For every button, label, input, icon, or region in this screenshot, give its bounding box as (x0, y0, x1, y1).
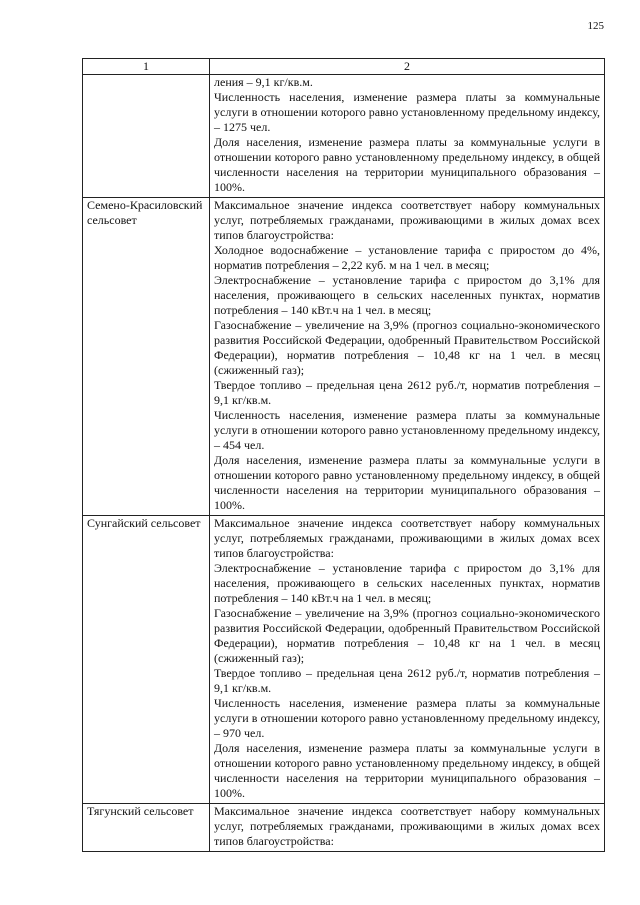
paragraph: Численность населения, изменение размера платы за коммунальные услуги в отношении которого равно установленному предельному индексу, – 1275 чел. (214, 90, 600, 134)
column-header-2: 2 (210, 59, 605, 75)
paragraph: Максимальное значение индекса соответствует набору коммунальных услуг, потребляемых гражданами, проживающими в жилых домах всех типов благоустройства: (214, 804, 600, 848)
paragraph: Численность населения, изменение размера платы за коммунальные услуги в отношении которого равно установленному предельному индексу, – 970 чел. (214, 696, 600, 740)
paragraph: Доля населения, изменение размера платы за коммунальные услуги в отношении которого равно установленному предельному индексу, в общей численности населения на территории муниципального образования – 100%. (214, 453, 600, 512)
paragraph: Электроснабжение – установление тарифа с приростом до 3,1% для населения, проживающего в сельских населенных пунктах, норматив потребления – 140 кВт.ч на 1 чел. в месяц; (214, 561, 600, 605)
paragraph: Доля населения, изменение размера платы за коммунальные услуги в отношении которого равно установленному предельному индексу, в общей численности населения на территории муниципального образования – 100%. (214, 741, 600, 800)
indicator-text (210, 516, 605, 804)
indicator-text (210, 75, 605, 198)
municipality-name: Семено-Красиловский сельсовет (83, 198, 210, 516)
table-row (83, 75, 605, 198)
municipality-name: Сунгайский сельсовет (83, 516, 210, 804)
table-row (83, 804, 605, 852)
page-number: 125 (587, 20, 604, 32)
table-header-row (83, 59, 605, 75)
indicator-text (210, 198, 605, 516)
paragraph: Твердое топливо – предельная цена 2612 руб./т, норматив потребления – 9,1 кг/кв.м. (214, 666, 600, 695)
paragraph: Электроснабжение – установление тарифа с приростом до 3,1% для населения, проживающего в сельских населенных пунктах, норматив потребления – 140 кВт.ч на 1 чел. в месяц; (214, 273, 600, 317)
paragraph: ления – 9,1 кг/кв.м. (214, 75, 313, 89)
indicator-text (210, 804, 605, 852)
paragraph: Численность населения, изменение размера платы за коммунальные услуги в отношении которого равно установленному предельному индексу, – 454 чел. (214, 408, 600, 452)
paragraph: Доля населения, изменение размера платы за коммунальные услуги в отношении которого равно установленному предельному индексу, в общей численности населения на территории муниципального образования – 100%. (214, 135, 600, 194)
paragraph: Газоснабжение – увеличение на 3,9% (прогноз социально-экономического развития Российской Федерации, одобренный Правительством Российской Федерации), норматив потребления – 10,48 кг на 1 чел. в месяц (сжиженный газ); (214, 318, 600, 377)
paragraph: Твердое топливо – предельная цена 2612 руб./т, норматив потребления – 9,1 кг/кв.м. (214, 378, 600, 407)
paragraph: Газоснабжение – увеличение на 3,9% (прогноз социально-экономического развития Российской Федерации, одобренный Правительством Российской Федерации), норматив потребления – 10,48 кг на 1 чел. в месяц (сжиженный газ); (214, 606, 600, 665)
municipality-name: Тягунский сельсовет (83, 804, 210, 852)
table-row (83, 198, 605, 516)
municipality-name (83, 75, 210, 198)
column-header-1: 1 (83, 59, 210, 75)
tariff-table (82, 58, 605, 852)
paragraph: Максимальное значение индекса соответствует набору коммунальных услуг, потребляемых гражданами, проживающими в жилых домах всех типов благоустройства: (214, 516, 600, 560)
table-row (83, 516, 605, 804)
paragraph: Максимальное значение индекса соответствует набору коммунальных услуг, потребляемых гражданами, проживающими в жилых домах всех типов благоустройства: (214, 198, 600, 242)
paragraph: Холодное водоснабжение – установление тарифа с приростом до 4%, норматив потребления – 2,22 куб. м на 1 чел. в месяц; (214, 243, 600, 272)
